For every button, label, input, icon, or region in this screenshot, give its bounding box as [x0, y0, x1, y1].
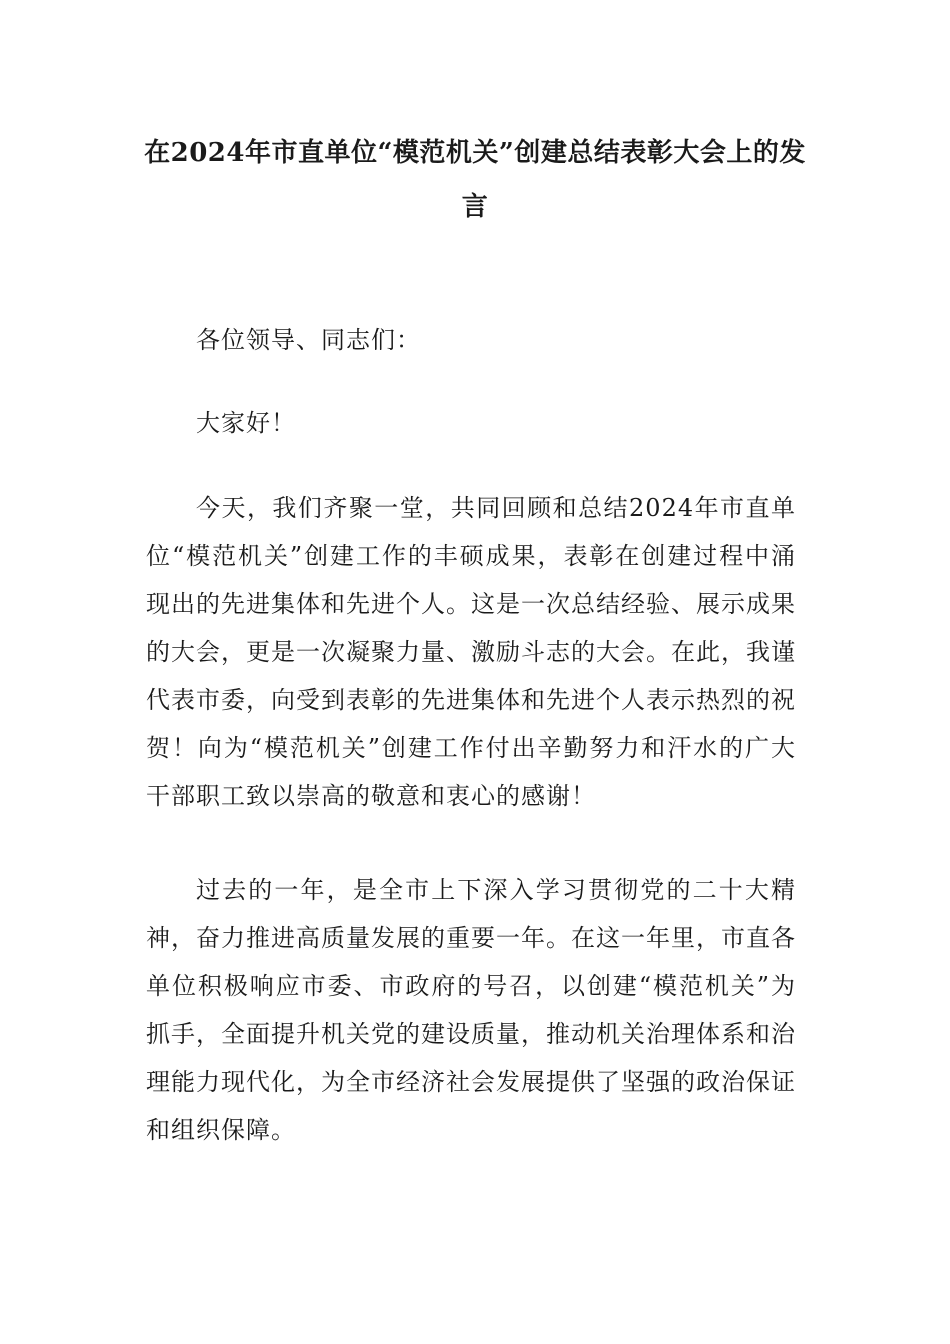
greeting: 大家好！ — [196, 409, 296, 437]
salutation: 各位领导、同志们： — [196, 326, 421, 354]
body-paragraph-1: 今天，我们齐聚一堂，共同回顾和总结2024年市直单位“模范机关”创建工作的丰硕成果，表彰在创建过程中涌现出的先进集体和先进个人。这是一次总结经验、展示成果的大会，更是一次凝聚力量、激励斗志的大会。在此，我谨代表市委，向受到表彰的先进集体和先进个人表示热烈的祝贺！向为“模范机关”创建工作付出辛勤努力和汗水的广大干部职工致以崇高的敬意和衷心的感谢！ — [146, 494, 796, 810]
document-title: 在2024年市直单位“模范机关”创建总结表彰大会上的发言 — [144, 138, 806, 222]
body-paragraph-2: 过去的一年，是全市上下深入学习贯彻党的二十大精神，奋力推进高质量发展的重要一年。在这一年里，市直各单位积极响应市委、市政府的号召，以创建“模范机关”为抓手，全面提升机关党的建设质量，推动机关治理体系和治理能力现代化，为全市经济社会发展提供了坚强的政治保证和组织保障。 — [146, 876, 796, 1144]
